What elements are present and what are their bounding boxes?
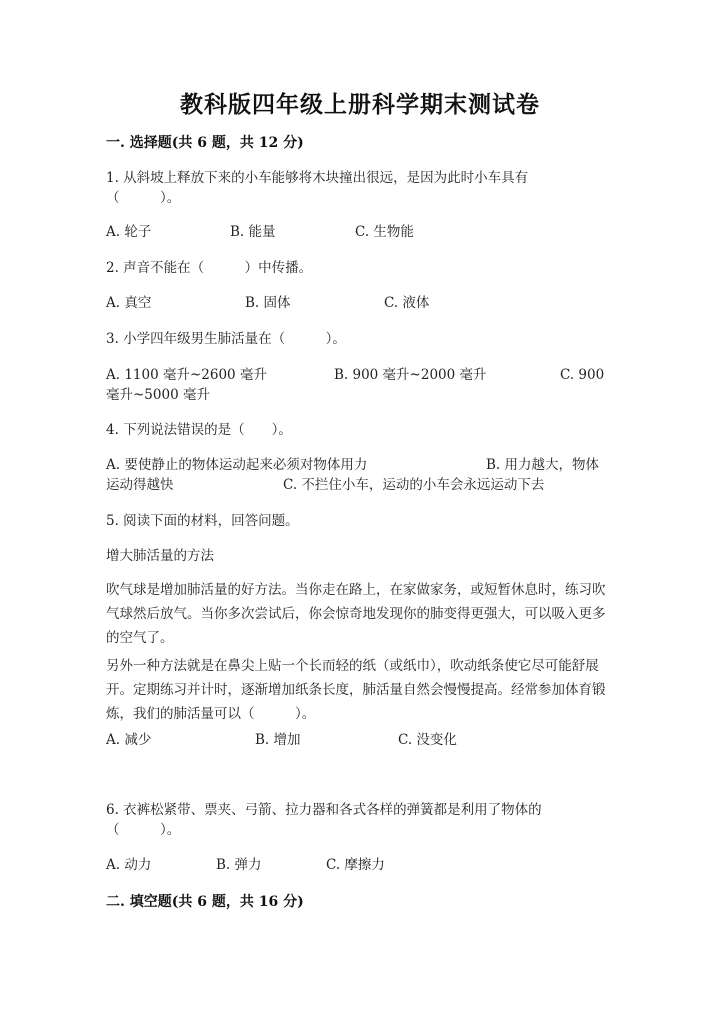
question-4-option-b-cont: 运动得越快 [106,477,174,493]
question-6-option-c: C. 摩擦力 [326,857,385,873]
question-5-stem: 5. 阅读下面的材料，回答问题。 [106,513,299,529]
question-5-option-c: C. 没变化 [398,732,457,748]
question-1-option-b: B. 能量 [230,224,276,240]
question-2-option-c: C. 液体 [384,295,430,311]
section-heading-choice: 一. 选择题(共 6 题，共 12 分) [106,135,304,151]
question-1-option-a: A. 轮子 [106,224,152,240]
question-4-option-b: B. 用力越大，物体 [486,457,600,473]
question-4-stem: 4. 下列说法错误的是（ ）。 [106,422,292,438]
question-3-stem: 3. 小学四年级男生肺活量在（ ）。 [106,331,346,347]
question-5-option-b: B. 增加 [255,732,301,748]
passage-title: 增大肺活量的方法 [106,548,214,564]
question-2-stem: 2. 声音不能在（ ）中传播。 [106,260,313,276]
question-5-option-a: A. 减少 [106,732,152,748]
question-3-option-b: B. 900 毫升~2000 毫升 [334,367,487,383]
question-6-stem: 6. 衣裤松紧带、票夹、弓箭、拉力器和各式各样的弹簧都是利用了物体的 [106,802,542,818]
passage-paragraph-2: 另外一种方法就是在鼻尖上贴一个长而轻的纸（或纸巾），吹动纸条使它尽可能舒展开。定期练习并计时，逐渐增加纸条长度，肺活量自然会慢慢提高。经常参加体育锻炼，我们的肺活量可以（ ）。 [106,658,606,722]
question-1-stem: 1. 从斜坡上释放下来的小车能够将木块撞出很远，是因为此时小车具有 [106,170,529,186]
question-3-option-c-cont: 毫升~5000 毫升 [106,387,210,403]
question-2-option-a: A. 真空 [106,295,152,311]
passage-paragraph-1: 吹气球是增加肺活量的好方法。当你走在路上，在家做家务，或短暂休息时，练习吹气球然后放气。当你多次尝试后，你会惊奇地发现你的肺变得更强大，可以吸入更多的空气了。 [106,582,606,646]
question-6-option-b: B. 弹力 [216,857,262,873]
page-title: 教科版四年级上册科学期末测试卷 [180,91,540,118]
question-2-option-b: B. 固体 [245,295,291,311]
question-1-option-c: C. 生物能 [355,224,414,240]
question-3-option-c: C. 900 [560,367,605,383]
question-3-option-a: A. 1100 毫升~2600 毫升 [106,367,267,383]
question-4-option-a: A. 要使静止的物体运动起来必须对物体用力 [106,457,368,473]
question-1-blank: （ ）。 [106,190,181,206]
question-4-option-c: C. 不拦住小车，运动的小车会永远运动下去 [283,477,545,493]
question-6-blank: （ ）。 [106,822,181,838]
question-6-option-a: A. 动力 [106,857,152,873]
section-heading-fill-blank: 二. 填空题(共 6 题，共 16 分) [106,894,304,910]
